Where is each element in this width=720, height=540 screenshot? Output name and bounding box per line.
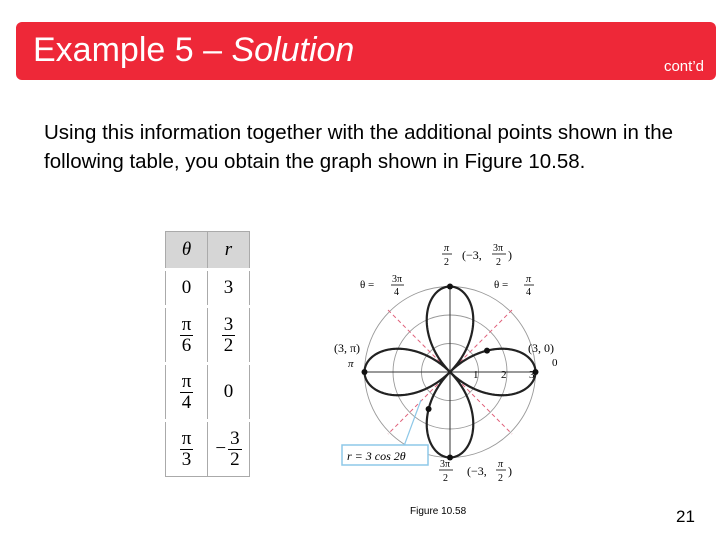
svg-text:): ) [508,464,512,478]
point-top [447,284,453,290]
point-pi3 [426,406,432,412]
r-cell: − $\frac{3}{2}$ [208,421,250,477]
theta-left-num: 3π [392,274,403,285]
right-point-label: (3, 0) [528,341,554,355]
values-table [165,231,250,477]
r-cell: 3 [208,270,250,307]
table-header-row [166,232,250,270]
slide-title [33,31,354,70]
point-pi6 [484,348,490,354]
theta-left-label: θ = [360,279,375,291]
page-number: 21 [676,507,695,526]
title-bar [16,22,716,80]
tick-label-3: 3 [529,369,535,381]
zero-label: 0 [552,357,558,369]
bottom-point-num: π [498,459,504,470]
theta-cell: $\frac{\pi}{6}$ [166,307,208,364]
header-theta: θ [166,232,208,270]
bottom-point-label: (−3, [467,464,487,478]
top-2: 2 [444,257,449,268]
top-pi: π [444,243,450,254]
theta-cell: $\frac{\pi}{3}$ [166,421,208,477]
svg-text:): ) [508,248,512,262]
bottom-num: 3π [440,459,451,470]
table-row [166,270,250,307]
body-paragraph: Using this information together with the additional points shown in the following table, you obtain the graph shown in Figure 10.58. [44,121,674,173]
point-left [362,369,368,375]
rose-curve-figure [330,240,560,490]
theta-right-den: 4 [526,287,531,298]
theta-right-num: π [526,274,532,285]
continued-label: cont’d [663,58,704,75]
theta-cell: 0 [166,270,208,307]
table-row [166,307,250,364]
figure-caption: Figure 10.58 [410,506,467,517]
bottom-den: 2 [443,473,448,484]
top-point-den: 2 [496,257,501,268]
tick-label-2: 2 [501,369,507,381]
r-cell: $\frac{3}{2}$ [208,307,250,364]
theta-left-den: 4 [394,287,399,298]
bottom-point-den: 2 [498,473,503,484]
theta-cell: $\frac{\pi}{4}$ [166,364,208,421]
table-row [166,364,250,421]
theta-right-label: θ = [494,279,509,291]
equation-label: r = 3 cos 2θ [347,449,406,463]
title-main: Example 5 – [33,31,232,69]
pi-label-left: π [348,358,354,370]
table-row [166,421,250,477]
title-italic: Solution [231,31,355,69]
r-cell: 0 [208,364,250,421]
left-point-label: (3, π) [334,341,361,355]
tick-label-1: 1 [473,369,479,381]
header-r: r [208,232,250,270]
top-point-num: 3π [493,243,504,254]
top-point-label: (−3, [462,248,482,262]
